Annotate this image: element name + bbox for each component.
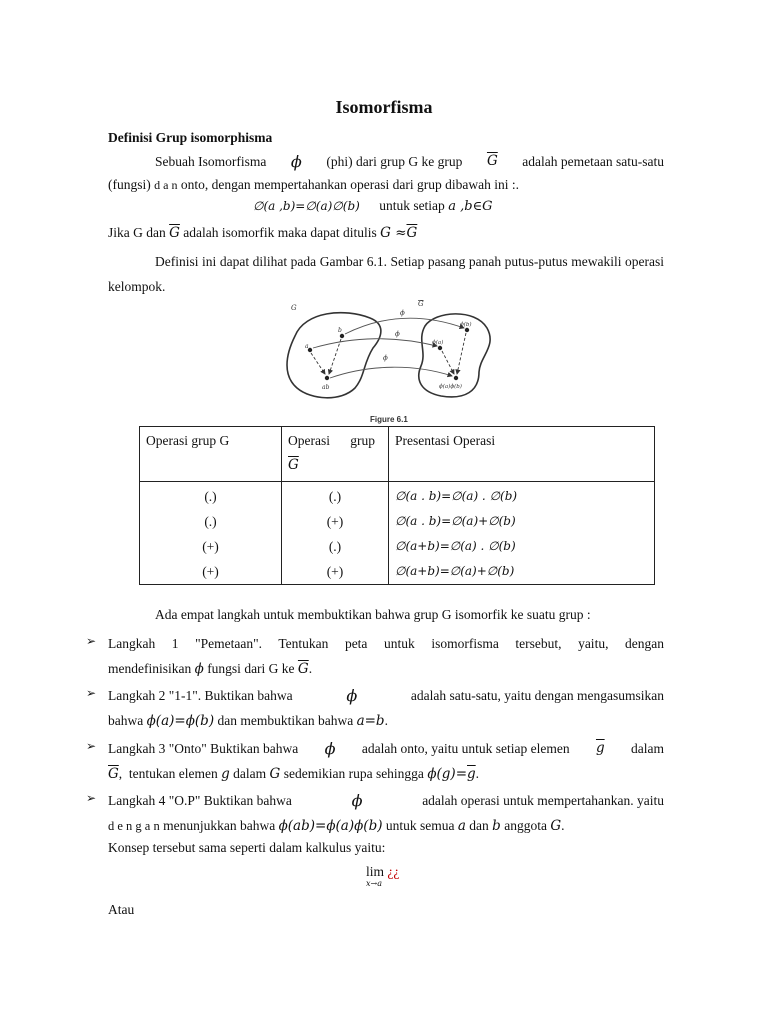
step-4-text: adalah operasi untuk mempertahankan. yaitu (422, 793, 664, 808)
step-2-text: adalah satu-satu, yaitu dengan mengasumsikan (410, 688, 664, 703)
g-bar-symbol: $\overline{G}$ (406, 225, 418, 241)
operations-table (139, 426, 655, 585)
phi-symbol: ϕ (290, 152, 302, 171)
step-1-text: mendefinisikan (108, 661, 192, 676)
limit-lim: lim (366, 864, 385, 879)
step-2-text: dan membuktikan bahwa (217, 713, 354, 728)
step-4-text: anggota (504, 818, 547, 833)
g-bar-symbol: $\overline{G}$ (169, 225, 180, 241)
label-b: b (338, 327, 342, 334)
phi-symbol: ϕ (351, 791, 363, 810)
limit-marks: ¿¿ (387, 864, 400, 879)
step-4-text: untuk semua (385, 818, 455, 833)
label-g: G (291, 304, 297, 312)
step-3-text: , tentukan elemen (118, 766, 218, 781)
label-phi-low: ϕ (383, 354, 388, 362)
page-title: Isomorfisma (335, 97, 433, 117)
table-cell: ∅(a+b)=∅(a)+∅(b) (395, 564, 515, 578)
figure-caption: Figure 6.1 (370, 415, 408, 424)
limit-expression (366, 864, 399, 888)
header-col3: Presentasi Operasi (389, 427, 655, 482)
main-formula (253, 198, 493, 214)
table-cell: (+) (326, 514, 344, 529)
point-phia (438, 346, 442, 350)
intro-dan: d a n (154, 178, 178, 192)
g-bar-variable: $\overline{g}$ (467, 766, 476, 782)
isomorphism-diagram (275, 296, 501, 426)
step-4-text: Langkah 4 "O.P" Buktikan bahwa (108, 793, 292, 808)
jika-text-1: Jika G dan (108, 225, 166, 240)
g-group: G (550, 818, 562, 834)
bullet-arrow-icon: ➢ (86, 686, 97, 700)
step-2 (108, 683, 664, 734)
header-col2-text (288, 429, 382, 453)
header-col1: Operasi grup G (140, 427, 282, 482)
g-bar-symbol: $\overline{G}$ (297, 661, 309, 677)
step-4-text: menunjukkan bahwa (163, 818, 276, 833)
intro-text-2: (phi) dari grup G ke grup (326, 154, 463, 169)
point-ab (325, 376, 329, 380)
step-4 (108, 788, 664, 839)
header-col2-label: Operasi grup (288, 433, 375, 448)
label-gbar: G (418, 300, 424, 308)
step-4-period: . (561, 818, 565, 833)
step-2-expr: ϕ(a)=ϕ(b) (146, 713, 215, 729)
step-2-expr2: a=b (356, 713, 385, 729)
table-cell: (.) (328, 489, 342, 504)
bullet-arrow-icon: ➢ (86, 739, 97, 753)
table-body-row (140, 482, 655, 585)
formula-condition: a ,b∈G (448, 199, 493, 214)
label-a: a (305, 343, 309, 350)
step-2-text: Langkah 2 "1-1". Buktikan bahwa (108, 688, 293, 703)
intro-text-4: (fungsi) (108, 177, 151, 192)
isomorphic-statement (108, 225, 417, 241)
bullet-arrow-icon: ➢ (86, 791, 97, 805)
step-4-dengan: d e n g a n (108, 819, 160, 833)
g-bar-symbol: $\overline{G}$ (108, 766, 119, 782)
bullet-arrow-icon: ➢ (86, 634, 97, 648)
table-cell: (+) (202, 539, 219, 554)
step-1-line1: Langkah 1 "Pemetaan". Tentukan peta untuk isomorfisma tersebut, yaitu, dengan (108, 636, 664, 651)
table-header-row (140, 427, 655, 482)
jika-text-2: adalah isomorfik maka dapat ditulis (183, 225, 377, 240)
limit-subscript: x→a (366, 879, 382, 888)
step-3-text: dalam (233, 766, 267, 781)
label-phia: ϕ(a) (432, 340, 444, 346)
formula-text: untuk setiap (379, 198, 445, 213)
step-1-text: fungsi dari G ke (207, 661, 295, 676)
table-cell: (+) (202, 564, 219, 579)
label-phiab: ϕ(a)ϕ(b) (439, 384, 462, 390)
step-3-period: . (475, 766, 480, 781)
step-3-text: adalah onto, yaitu untuk setiap elemen (361, 741, 570, 756)
intro-text-3: adalah pemetaan satu-satu (522, 154, 664, 169)
table-cell: ∅(a . b)=∅(a)+∅(b) (395, 514, 516, 528)
header-col2 (282, 427, 389, 482)
steps-intro: Ada empat langkah untuk membuktikan bahwa grup G isomorfik ke suatu grup : (155, 607, 591, 622)
point-b (340, 334, 344, 338)
atau-text: Atau (108, 902, 135, 917)
table-cell: ∅(a+b)=∅(a) . ∅(b) (395, 539, 516, 553)
phi-symbol: ϕ (346, 686, 358, 705)
label-ab: ab (322, 384, 330, 391)
g-approx: G ≈ (380, 225, 407, 241)
g-group: G (269, 766, 281, 782)
label-phib: ϕ(b) (460, 322, 472, 328)
g-variable: g (221, 766, 230, 782)
intro-text-1: Sebuah Isomorfisma (155, 154, 267, 169)
step-2-text: bahwa (108, 713, 144, 728)
definition-paragraph: Definisi ini dapat dilihat pada Gambar 6.1. Setiap pasang panah putus-putus mewakili operasi kelompok. (108, 254, 664, 294)
step-1-period: . (308, 661, 313, 676)
point-phiab (454, 376, 458, 380)
section-heading: Definisi Grup isomorphisma (108, 130, 273, 145)
table-cell: ∅(a . b)=∅(a) . ∅(b) (395, 489, 518, 503)
step-2-period: . (384, 713, 388, 728)
label-phi-top: ϕ (400, 309, 405, 317)
step-3-text: dalam (631, 741, 664, 756)
table-cell: (.) (204, 514, 217, 529)
figure-6-1 (275, 296, 501, 426)
intro-text-5: onto, dengan mempertahankan operasi dari grup dibawah ini :. (180, 177, 519, 192)
g-bar-symbol: $\overline{G}$ (288, 457, 299, 473)
table-cell: (+) (326, 564, 344, 579)
step-3-text: Langkah 3 "Onto" Buktikan bahwa (108, 741, 299, 756)
point-phib (465, 328, 469, 332)
label-phi-mid: ϕ (395, 330, 400, 338)
step-4-expr: ϕ(ab)=ϕ(a)ϕ(b) (278, 818, 383, 834)
col3-values (389, 482, 655, 585)
formula-expression: ∅(a ,b)=∅(a)∅(b) (253, 199, 360, 213)
var-b: b (492, 818, 501, 834)
phi-symbol: ϕ (324, 739, 336, 758)
step-3 (108, 736, 664, 787)
intro-paragraph (108, 150, 664, 197)
step-4-text: dan (469, 818, 489, 833)
step-3-text: sedemikian rupa sehingga (283, 766, 424, 781)
col1-values (140, 482, 282, 585)
step-3-expr: ϕ(g)= (427, 766, 468, 782)
concept-text: Konsep tersebut sama seperti dalam kalkulus yaitu: (108, 840, 386, 855)
g-bar-symbol: $\overline{G}$ (486, 153, 498, 169)
phi-symbol: ϕ (194, 661, 204, 677)
table-cell: (.) (328, 539, 342, 554)
step-1 (108, 631, 664, 682)
table-cell: (.) (204, 489, 217, 504)
col2-values (282, 482, 389, 585)
g-bar-variable: $\overline{g}$ (595, 740, 605, 756)
var-a: a (457, 818, 466, 834)
